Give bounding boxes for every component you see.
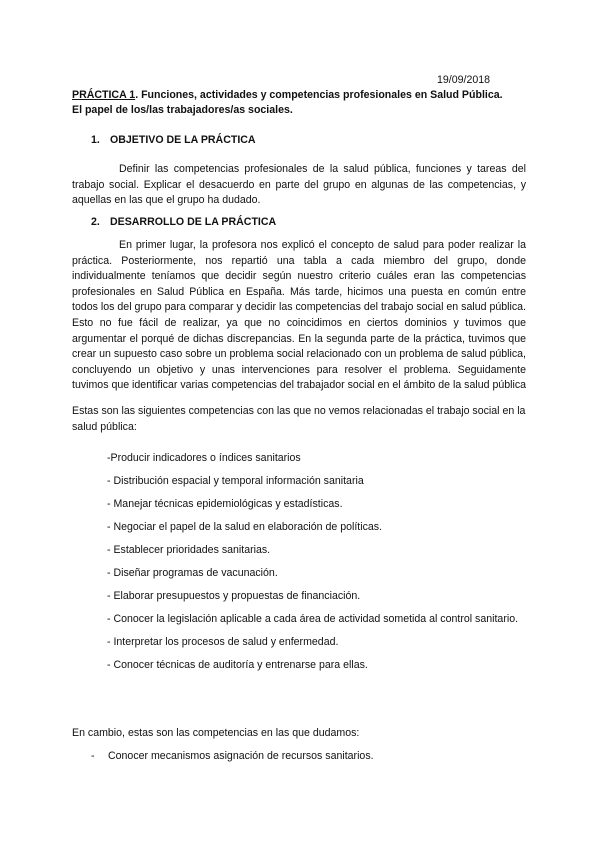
not-related-intro: Estas son las siguientes competencias con las que no vemos relacionadas el trabajo social en la salud pública:	[72, 405, 526, 433]
doubt-intro: En cambio, estas son las competencias en las que dudamos:	[72, 727, 360, 739]
section-number: 1.	[91, 134, 100, 146]
section-title: DESARROLLO DE LA PRÁCTICA	[110, 216, 277, 228]
list-item: - Diseñar programas de vacunación.	[107, 566, 278, 579]
list-item: - Conocer técnicas de auditoría y entrenarse para ellas.	[107, 658, 368, 671]
list-item: -Producir indicadores o índices sanitarios	[107, 452, 301, 464]
title-label: PRÁCTICA 1	[72, 89, 136, 101]
list-item-text: Conocer mecanismos asignación de recursos sanitarios.	[108, 750, 374, 762]
title-line2: El papel de los/las trabajadores/as sociales.	[72, 104, 293, 116]
document-title	[72, 88, 532, 118]
list-item: - Negociar el papel de la salud en elaboración de políticas.	[107, 520, 383, 533]
not-related-list	[107, 451, 527, 681]
section-title: OBJETIVO DE LA PRÁCTICA	[110, 134, 256, 146]
section-number: 2.	[91, 216, 100, 228]
document-date: 19/09/2018	[437, 74, 491, 86]
list-item: - Establecer prioridades sanitarias.	[107, 543, 271, 556]
development-paragraph: En primer lugar, la profesora nos explicó el concepto de salud para poder realizar la práctica. Posteriormente, nos repartió una tabla a cada miembro del grupo, donde individualmente teníamos que decidir según nuestro criterio cuáles eran las competencias profesionales en Salud Pública en España. Más tarde, hicimos una puesta en común entre todos los del grupo para comparar y decidir las competencias del trabajo social en salud pública. Esto no fue fácil de realizar, ya que no coincidimos en ciertos dominios y tuvimos que argumentar el porqué de dichas discrepancias. En la segunda parte de la práctica, tuvimos que crear un supuesto caso sobre un problema social relacionado con un problema de salud pública, concluyendo un objetivo y unas intervenciones para resolver el problema. Seguidamente tuvimos que identificar varias competencias del trabajador social en el ámbito de la salud pública	[72, 239, 527, 392]
title-rest: . Funciones, actividades y competencias profesionales en Salud Pública.	[135, 89, 503, 101]
objective-paragraph: Definir las competencias profesionales de la salud pública, funciones y tareas del trabajo social. Explicar el desacuerdo en parte del grupo en algunas de las competencias, y aquellas en las que el grupo ha dudado.	[72, 163, 526, 207]
list-item: - Distribución espacial y temporal información sanitaria	[107, 474, 364, 487]
doubt-list-item	[91, 750, 374, 762]
list-dash: -	[91, 750, 95, 762]
section-heading-desarrollo	[91, 216, 276, 228]
section-heading-objetivo	[91, 134, 256, 146]
list-item: - Conocer la legislación aplicable a cada área de actividad sometida al control sanitario.	[107, 612, 519, 625]
list-item: - Interpretar los procesos de salud y enfermedad.	[107, 635, 339, 648]
list-item: - Manejar técnicas epidemiológicas y estadísticas.	[107, 497, 343, 510]
list-item: - Elaborar presupuestos y propuestas de financiación.	[107, 589, 361, 602]
